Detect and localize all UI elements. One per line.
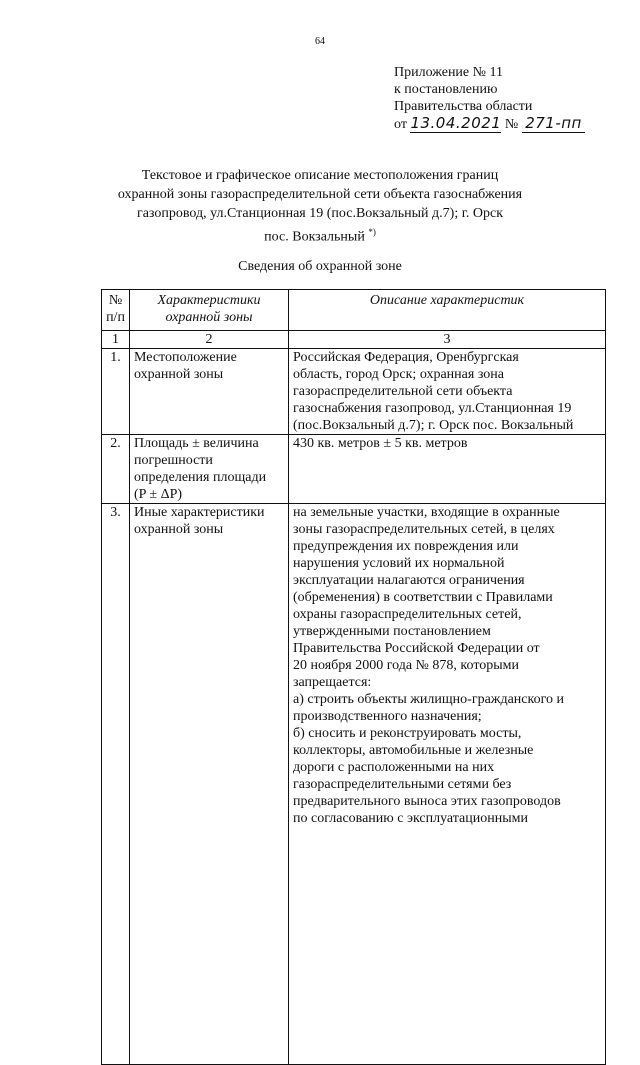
table-row xyxy=(102,435,606,504)
appendix-block xyxy=(394,64,585,133)
title-line-4: пос. Вокзальный xyxy=(264,229,365,245)
appendix-date-line xyxy=(394,115,585,133)
column-number-3: 3 xyxy=(289,331,606,349)
row-description: на земельные участки, входящие в охранные зоны газораспределительных сетей, в целях предупреждения их повреждения или нарушения условий их нормальной эксплуатации налагаются ограничения (обременения) в соответствии с Правилами охраны газораспределительных сетей, утвержденными постановлением Правительства Российской Федерации от 20 ноября 2000 года № 878, которыми запрещается: а) строить объекты жилищно-гражданского и производственного назначения; б) сносить и реконструировать мосты, коллекторы, автомобильные и железные дороги с расположенными на них газораспределительными сетями без предварительного выноса этих газопроводов по согласованию с эксплуатационными xyxy=(289,504,606,1065)
row-characteristic: Местоположение охранной зоны xyxy=(130,349,289,435)
column-number-2: 2 xyxy=(130,331,289,349)
appendix-line-1: Приложение № 11 xyxy=(394,65,503,80)
column-number-row xyxy=(102,331,606,349)
header-num: № п/п xyxy=(102,290,130,331)
document-title xyxy=(80,166,560,247)
resolution-date: 13.04.2021 xyxy=(410,114,502,132)
header-characteristics: Характеристики охранной зоны xyxy=(130,290,289,331)
row-description: 430 кв. метров ± 5 кв. метров xyxy=(289,435,606,504)
table-row xyxy=(102,349,606,435)
row-description: Российская Федерация, Оренбургская область, город Орск; охранная зона газораспределительной сети объекта газоснабжения газопровод, ул.Станционная 19 (пос.Вокзальный д.7); г. Орск пос. Вокзальный xyxy=(289,349,606,435)
resolution-date-underline xyxy=(410,114,502,133)
resolution-number-underline xyxy=(522,114,586,133)
row-characteristic: Площадь ± величина погрешности определения площади (P ± ΔP) xyxy=(130,435,289,504)
appendix-line-2: к постановлению xyxy=(394,82,498,97)
header-description: Описание характеристик xyxy=(289,290,606,331)
title-line-1: Текстовое и графическое описание местоположения границ xyxy=(141,168,499,183)
section-title: Сведения об охранной зоне xyxy=(238,259,402,274)
row-number: 1. xyxy=(102,349,130,435)
protection-zone-table xyxy=(101,289,606,1065)
row-number: 2. xyxy=(102,435,130,504)
title-line-3: газопровод, ул.Станционная 19 (пос.Вокзальный д.7); г. Орск xyxy=(136,206,504,221)
row-characteristic: Иные характеристики охранной зоны xyxy=(130,504,289,1065)
footnote-mark: *) xyxy=(368,227,376,237)
page-number: 64 xyxy=(315,36,325,47)
table-row xyxy=(102,504,606,1065)
column-number-1: 1 xyxy=(102,331,130,349)
table-header-row xyxy=(102,290,606,331)
title-line-4-wrap xyxy=(80,223,560,247)
appendix-line-3: Правительства области xyxy=(394,99,533,114)
resolution-number: 271-пп xyxy=(525,114,582,132)
title-line-2: охранной зоны газораспределительной сети объекта газоснабжения xyxy=(117,187,523,202)
number-label: № xyxy=(504,117,519,132)
row-number: 3. xyxy=(102,504,130,1065)
from-label: от xyxy=(394,117,407,132)
